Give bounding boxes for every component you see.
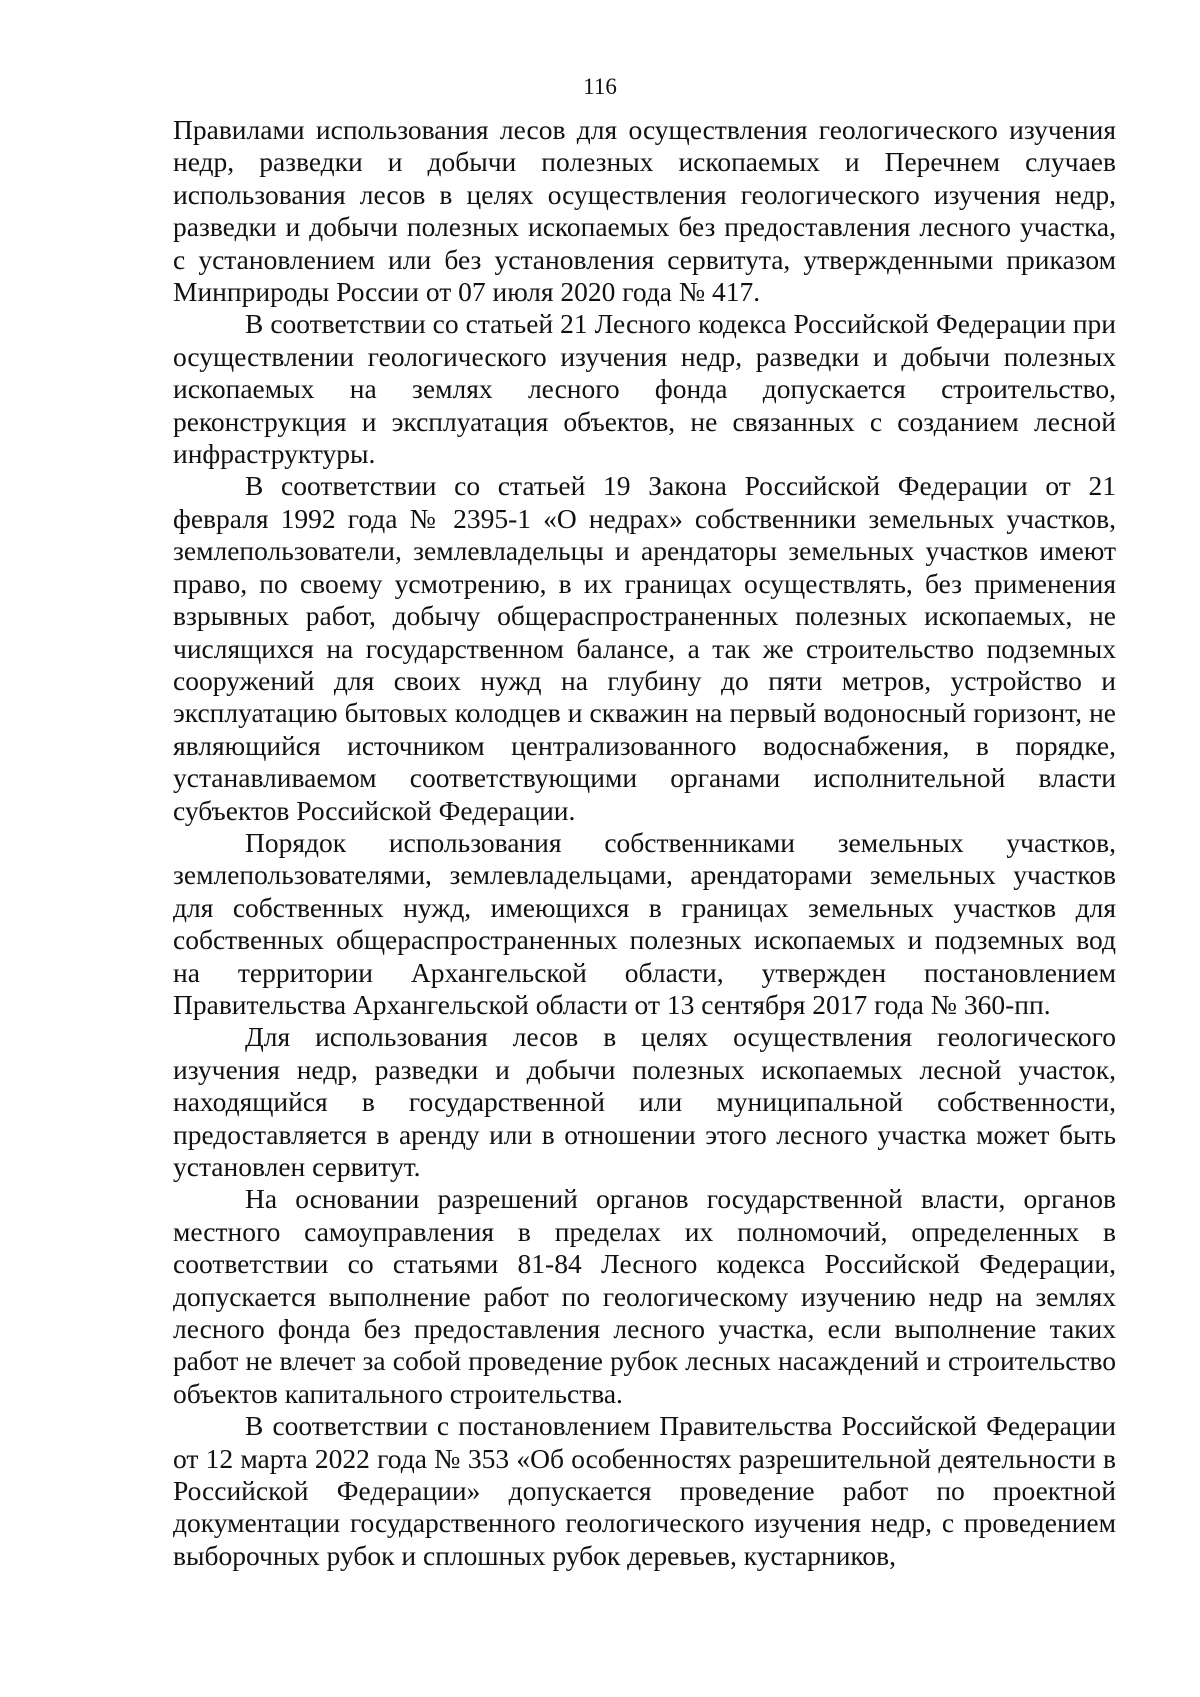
- document-body: [173, 114, 1116, 1572]
- paragraph-2: В соответствии со статьей 21 Лесного кодекса Российской Федерации при осуществлении геологического изучения недр, разведки и добычи полезных ископаемых на землях лесного фонда допускается строительство, реконструкция и эксплуатация объектов, не связанных с созданием лесной инфраструктуры.: [173, 308, 1116, 470]
- paragraph-4: Порядок использования собственниками земельных участков, землепользователями, землевладельцами, арендаторами земельных участков для собственных нужд, имеющихся в границах земельных участков для собственных общераспространенных полезных ископаемых и подземных вод на территории Архангельской области, утвержден постановлением Правительства Архангельской области от 13 сентября 2017 года № 360-пп.: [173, 826, 1116, 1020]
- paragraph-6: На основании разрешений органов государственной власти, органов местного самоуправления в пределах их полномочий, определенных в соответствии со статьями 81-84 Лесного кодекса Российской Федерации, допускается выполнение работ по геологическому изучению недр на землях лесного фонда без предоставления лесного участка, если выполнение таких работ не влечет за собой проведение рубок лесных насаждений и строительство объектов капитального строительства.: [173, 1183, 1116, 1409]
- paragraph-3: В соответствии со статьей 19 Закона Российской Федерации от 21 февраля 1992 года № 2395-1 «О недрах» собственники земельных участков, землепользователи, землевладельцы и арендаторы земельных участков имеют право, по своему усмотрению, в их границах осуществлять, без применения взрывных работ, добычу общераспространенных полезных ископаемых, не числящихся на государственном балансе, а так же строительство подземных сооружений для своих нужд на глубину до пяти метров, устройство и эксплуатацию бытовых колодцев и скважин на первый водоносный горизонт, не являющийся источником централизованного водоснабжения, в порядке, устанавливаемом соответствующими органами исполнительной власти субъектов Российской Федерации.: [173, 470, 1116, 826]
- paragraph-1: Правилами использования лесов для осуществления геологического изучения недр, разведки и добычи полезных ископаемых и Перечнем случаев использования лесов в целях осуществления геологического изучения недр, разведки и добычи полезных ископаемых без предоставления лесного участка, с установлением или без установления сервитута, утвержденными приказом Минприроды России от 07 июля 2020 года № 417.: [173, 114, 1116, 308]
- page-number: 116: [583, 74, 617, 99]
- paragraph-7: В соответствии с постановлением Правительства Российской Федерации от 12 марта 2022 года № 353 «Об особенностях разрешительной деятельности в Российской Федерации» допускается проведение работ по проектной документации государственного геологического изучения недр, с проведением выборочных рубок и сплошных рубок деревьев, кустарников,: [173, 1410, 1116, 1571]
- paragraph-5: Для использования лесов в целях осуществления геологического изучения недр, разведки и добычи полезных ископаемых лесной участок, находящийся в государственной или муниципальной собственности, предоставляется в аренду или в отношении этого лесного участка может быть установлен сервитут.: [173, 1021, 1116, 1182]
